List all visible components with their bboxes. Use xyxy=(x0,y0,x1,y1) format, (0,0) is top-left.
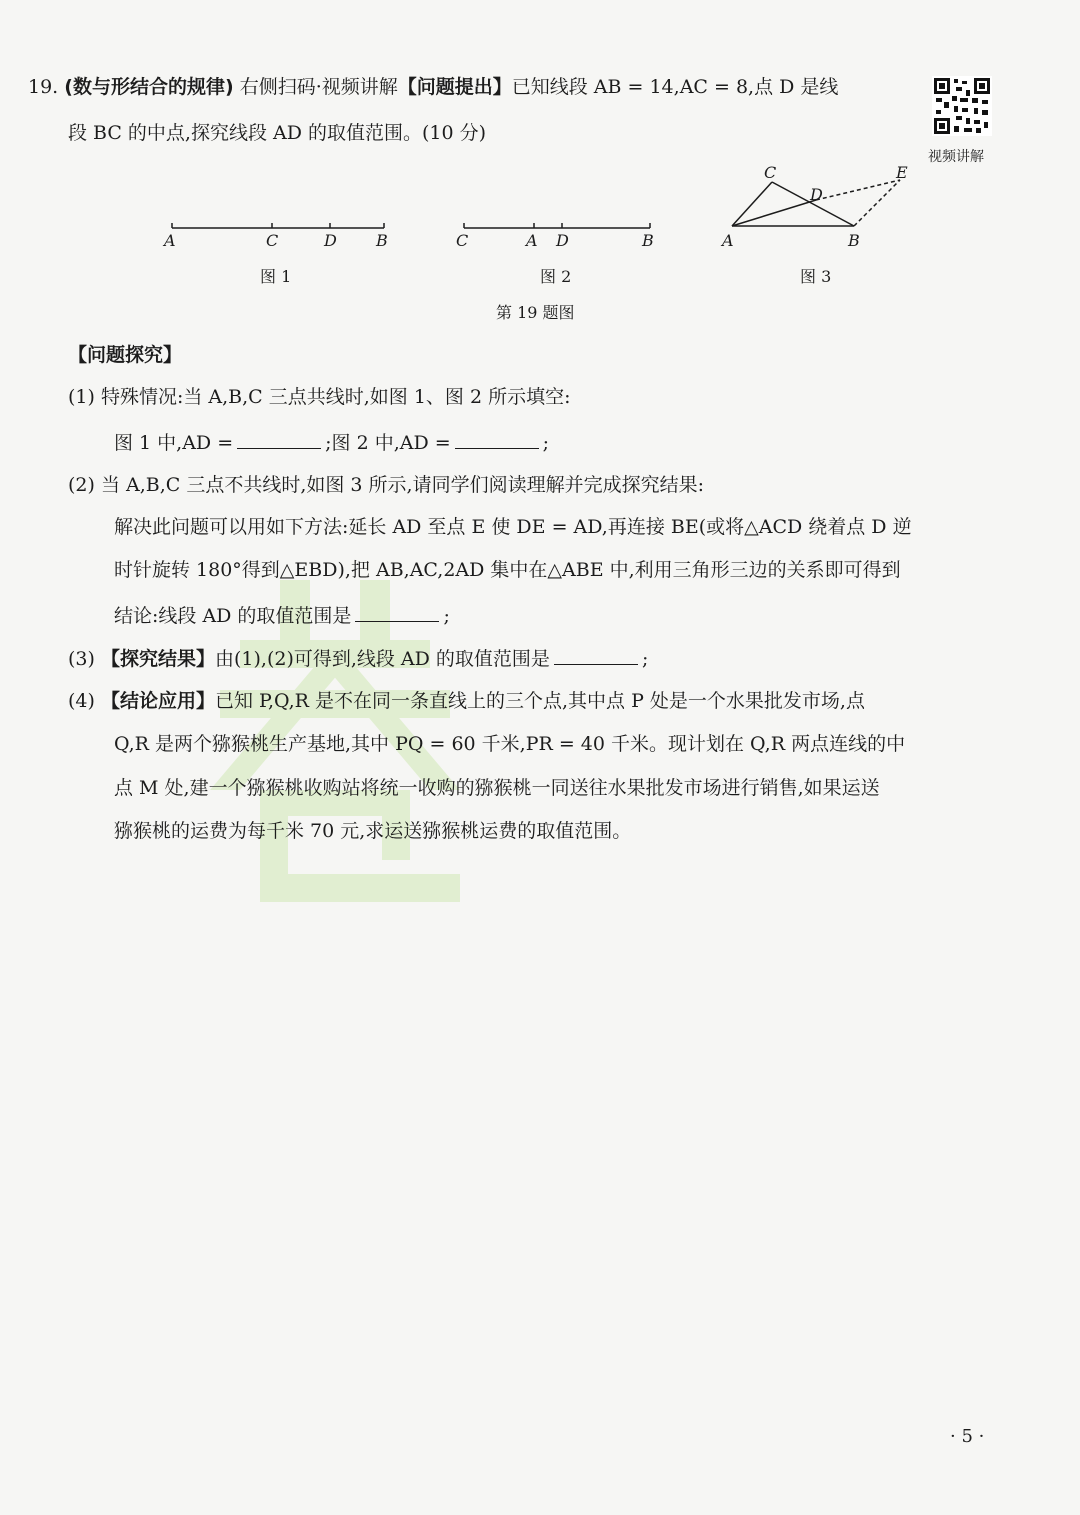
problem-topic: (数与形结合的规律) xyxy=(64,76,234,98)
fig2-point-label: D xyxy=(556,231,569,250)
page-number: · 5 · xyxy=(950,1426,985,1447)
fig1-point-label: A xyxy=(164,231,176,250)
problem-line-1 xyxy=(28,72,838,102)
section-raise: 【问题提出】 xyxy=(397,76,512,98)
problem-line-2: 段 BC 的中点,探究线段 AD 的取值范围。(10 分) xyxy=(68,122,487,144)
part-4-line-2: Q,R 是两个猕猴桃生产基地,其中 PQ = 60 千米,PR = 40 千米。现计划在 Q,R 两点连线的中 xyxy=(114,733,906,755)
fig1-point-label: B xyxy=(376,231,388,250)
fig1-point-label: D xyxy=(324,231,337,250)
part-4-line-3: 点 M 处,建一个猕猴桃收购站将统一收购的猕猴桃一同送往水果批发市场进行销售,如果运送 xyxy=(114,777,880,799)
part-3-number: (3) xyxy=(68,648,95,670)
fig2-point-label: A xyxy=(526,231,538,250)
fig2-point-label: B xyxy=(642,231,654,250)
figure-caption: 第 19 题图 xyxy=(496,303,575,322)
fig3-point-label: B xyxy=(848,231,860,250)
fig2-ad-answer-blank[interactable] xyxy=(455,426,539,449)
qr-code-icon[interactable] xyxy=(932,76,992,136)
problem-number: 19. xyxy=(28,76,59,98)
part-3-range-answer-blank[interactable] xyxy=(554,642,638,665)
fig1-ad-prompt: 图 1 中,AD = xyxy=(114,432,234,454)
fig2-point-label: C xyxy=(456,231,469,250)
figure-3-label: 图 3 xyxy=(800,267,832,286)
part-4-text-1: 已知 P,Q,R 是不在同一条直线上的三个点,其中点 P 处是一个水果批发市场,点 xyxy=(214,690,865,712)
part-3-end: ; xyxy=(641,648,649,670)
scan-hint: 右侧扫码·视频讲解 xyxy=(239,76,398,98)
part-2-range-answer-blank[interactable] xyxy=(355,599,439,622)
figure-3-diagram xyxy=(716,160,926,255)
qr-label: 视频讲解 xyxy=(928,149,984,165)
part-1-end: ; xyxy=(542,432,550,454)
figure-2-label: 图 2 xyxy=(540,267,572,286)
part-4-number: (4) xyxy=(68,690,95,712)
fig3-point-label: C xyxy=(764,163,777,182)
part-4-line-4: 猕猴桃的运费为每千米 70 元,求运送猕猴桃运费的取值范围。 xyxy=(114,820,632,842)
fig1-ad-answer-blank[interactable] xyxy=(237,426,321,449)
part-3-line xyxy=(68,642,648,674)
part-1-line-1: (1) 特殊情况:当 A,B,C 三点共线时,如图 1、图 2 所示填空: xyxy=(68,386,571,408)
fig3-point-label: A xyxy=(722,231,734,250)
figure-1-diagram xyxy=(160,218,400,258)
part-2-line-1: (2) 当 A,B,C 三点不共线时,如图 3 所示,请同学们阅读理解并完成探究结果: xyxy=(68,474,704,496)
part-3-tag: 【探究结果】 xyxy=(100,648,215,670)
part-2-line-2: 解决此问题可以用如下方法:延长 AD 至点 E 使 DE = AD,再连接 BE(或将△ACD 绕着点 D 逆 xyxy=(114,516,912,538)
part-4-line-1 xyxy=(68,686,865,716)
fig1-point-label: C xyxy=(266,231,279,250)
part-2-line-4 xyxy=(114,599,450,631)
problem-line1-rest: 已知线段 AB = 14,AC = 8,点 D 是线 xyxy=(511,76,839,98)
section-explore-heading: 【问题探究】 xyxy=(68,344,183,366)
figure-2-diagram xyxy=(452,218,672,258)
part-2-line-3: 时针旋转 180°得到△EBD),把 AB,AC,2AD 集中在△ABE 中,利用三角形三边的关系即可得到 xyxy=(114,559,901,581)
fig3-point-label: D xyxy=(810,185,823,204)
part-1-line-2 xyxy=(114,426,549,458)
fig2-ad-prompt: ;图 2 中,AD = xyxy=(325,432,451,454)
part-4-tag: 【结论应用】 xyxy=(100,690,215,712)
part-2-end: ; xyxy=(443,605,450,627)
part-2-conclusion-prompt: 结论:线段 AD 的取值范围是 xyxy=(114,605,352,627)
figure-1-label: 图 1 xyxy=(260,267,292,286)
part-3-text: 由(1),(2)可得到,线段 AD 的取值范围是 xyxy=(214,648,550,670)
fig3-point-label: E xyxy=(896,163,908,182)
